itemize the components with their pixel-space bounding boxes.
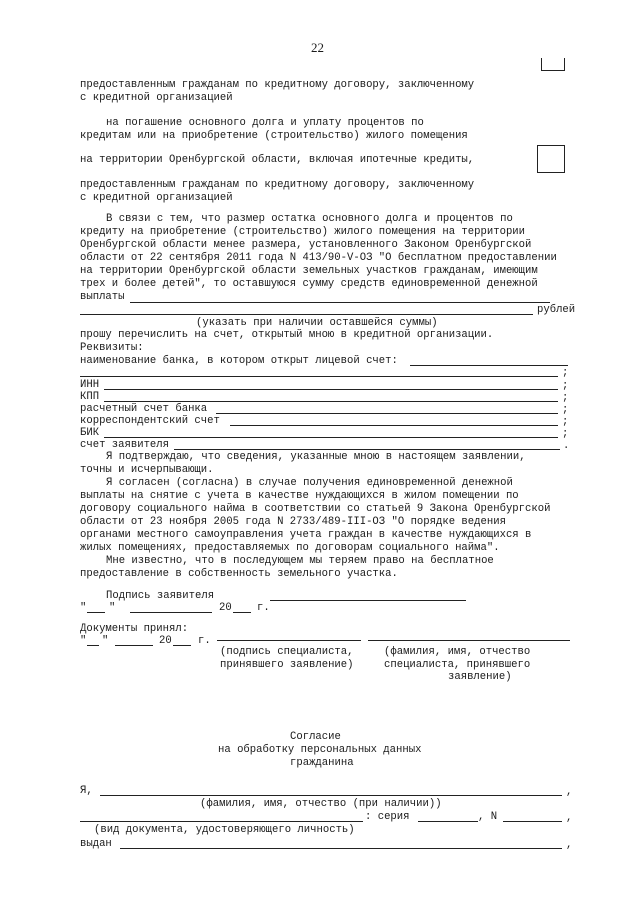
kpp-label: КПП — [80, 391, 100, 403]
bik-label: БИК — [80, 427, 100, 439]
paragraph-line: выплаты — [80, 291, 125, 303]
option-text-line: с кредитной организацией — [80, 92, 233, 104]
period: . — [563, 440, 570, 452]
consent-line: области от 23 ноября 2005 года N 2733/489-III-ОЗ "О порядке ведения — [80, 516, 506, 528]
confirmation-line: Я подтверждаю, что сведения, указанные мною в настоящем заявлении, — [106, 451, 526, 463]
checkbox-partial[interactable] — [541, 58, 565, 71]
specialist-signature-hint: (подпись специалиста, — [220, 646, 354, 658]
option-text-line: на территории Оренбургской области, включая ипотечные кредиты, — [80, 154, 475, 166]
consent-line: договору социального найма в соответствии со статьей 9 Закона Оренбургской — [80, 503, 551, 515]
received-month-field[interactable] — [115, 645, 153, 646]
consent-line: жилых помещениях, предоставляемых по договорам социального найма". — [80, 542, 500, 554]
specialist-name-hint: (фамилия, имя, отчество — [384, 646, 531, 658]
semicolon: ; — [562, 367, 569, 379]
paragraph-line: на территории Оренбургской области земельных участков гражданам, имеющим — [80, 265, 538, 277]
quote: " — [109, 602, 116, 614]
requisites-heading: Реквизиты: — [80, 342, 144, 354]
specialist-name-hint: специалиста, принявшего — [384, 659, 531, 671]
quote: " — [80, 635, 87, 647]
documents-received-label: Документы принял: — [80, 623, 189, 635]
i-label: Я, — [80, 785, 93, 797]
document-type-field[interactable] — [80, 821, 363, 822]
quote: " — [80, 602, 87, 614]
semicolon: ; — [562, 380, 569, 392]
option-text-line: с кредитной организацией — [80, 192, 233, 204]
number-field[interactable] — [503, 821, 562, 822]
series-label: : серия — [365, 811, 410, 823]
inn-label: ИНН — [80, 379, 100, 391]
consent-subtitle: на обработку персональных данных — [218, 744, 422, 756]
word: на погашение основного долга и уплату процентов по — [106, 117, 424, 129]
currency-label: рублей — [537, 304, 576, 316]
paragraph-line: прошу перечислить на счет, открытый мною в кредитной организации. — [80, 329, 494, 341]
applicant-account-label: счет заявителя — [80, 439, 170, 451]
comma: , — [566, 839, 573, 851]
kpp-field[interactable] — [104, 401, 558, 402]
option-text-line — [106, 118, 481, 129]
awareness-line: Мне известно, что в последующем мы теряем право на бесплатное — [106, 555, 494, 567]
semicolon: ; — [562, 428, 569, 440]
page-number: 22 — [311, 40, 324, 55]
correspondent-account-field[interactable] — [230, 425, 558, 426]
consent-line: Я согласен (согласна) в случае получения единовременной денежной — [106, 477, 513, 489]
bank-name-field[interactable] — [410, 365, 568, 366]
bank-name-label: наименование банка, в котором открыт лицевой счет: — [80, 355, 398, 367]
consent-subtitle: гражданина — [290, 757, 354, 769]
amount-field[interactable] — [80, 314, 533, 315]
year-prefix: 20 — [219, 602, 232, 614]
full-name-hint: (фамилия, имя, отчество (при наличии)) — [200, 798, 442, 810]
bik-field[interactable] — [104, 437, 558, 438]
issued-by-label: выдан — [80, 838, 112, 850]
applicant-signature-label: Подпись заявителя — [106, 590, 215, 602]
inn-field[interactable] — [104, 389, 558, 390]
checkbox[interactable] — [537, 145, 565, 173]
specialist-name-field[interactable] — [368, 640, 570, 641]
year-prefix: 20 — [159, 635, 172, 647]
received-day-field[interactable] — [87, 645, 99, 646]
document-type-hint: (вид документа, удостоверяющего личность) — [94, 824, 355, 836]
awareness-line: предоставление в собственность земельного участка. — [80, 568, 398, 580]
full-name-field[interactable] — [100, 795, 562, 796]
semicolon: ; — [562, 404, 569, 416]
number-label: , N — [478, 811, 498, 823]
settlement-account-field[interactable] — [216, 413, 558, 414]
semicolon: ; — [562, 416, 569, 428]
paragraph-line: области от 22 сентября 2011 года N 413/90-V-ОЗ "О бесплатном предоставлении — [80, 252, 557, 264]
bank-name-field-2[interactable] — [80, 376, 558, 377]
applicant-signature-field[interactable] — [270, 600, 466, 601]
correspondent-account-label: корреспондентский счет — [80, 415, 220, 427]
comma: , — [566, 786, 573, 798]
date-day-field[interactable] — [87, 612, 105, 613]
received-year-field[interactable] — [173, 645, 191, 646]
issued-by-field[interactable] — [120, 848, 562, 849]
year-suffix: г. — [257, 602, 270, 614]
option-text-line: предоставленным гражданам по кредитному договору, заключенному — [80, 179, 475, 191]
option-text-line: кредитам или на приобретение (строительство) жилого помещения — [80, 130, 468, 142]
specialist-signature-field[interactable] — [217, 640, 361, 641]
specialist-name-hint: заявление) — [448, 671, 512, 683]
confirmation-line: точны и исчерпывающи. — [80, 464, 214, 476]
settlement-account-label: расчетный счет банка — [80, 403, 208, 415]
consent-line: органами местного самоуправления учета граждан в качестве нуждающихся в — [80, 529, 532, 541]
specialist-signature-hint: принявшего заявление) — [220, 659, 354, 671]
date-year-field[interactable] — [233, 612, 251, 613]
consent-title: Согласие — [290, 731, 341, 743]
applicant-account-field[interactable] — [174, 449, 560, 450]
paragraph-line: трех и более детей", то оставшуюся сумму средств единовременной денежной — [80, 278, 538, 290]
paragraph-line: Оренбургской области менее размера, установленного Законом Оренбургской — [80, 239, 532, 251]
paragraph-line: В связи с тем, что размер остатка основного долга и процентов по — [106, 213, 513, 225]
series-field[interactable] — [418, 821, 478, 822]
consent-line: выплаты на снятие с учета в качестве нуждающихся в жилом помещении по — [80, 490, 519, 502]
date-month-field[interactable] — [130, 612, 212, 613]
quote: " — [102, 635, 109, 647]
year-suffix: г. — [198, 635, 211, 647]
paragraph-line: кредиту на приобретение (строительство) жилого помещения на территории — [80, 226, 526, 238]
amount-hint: (указать при наличии оставшейся суммы) — [196, 317, 438, 329]
semicolon: ; — [562, 392, 569, 404]
amount-line[interactable] — [130, 302, 550, 303]
comma: , — [566, 812, 573, 824]
option-text-line: предоставленным гражданам по кредитному договору, заключенному — [80, 79, 475, 91]
